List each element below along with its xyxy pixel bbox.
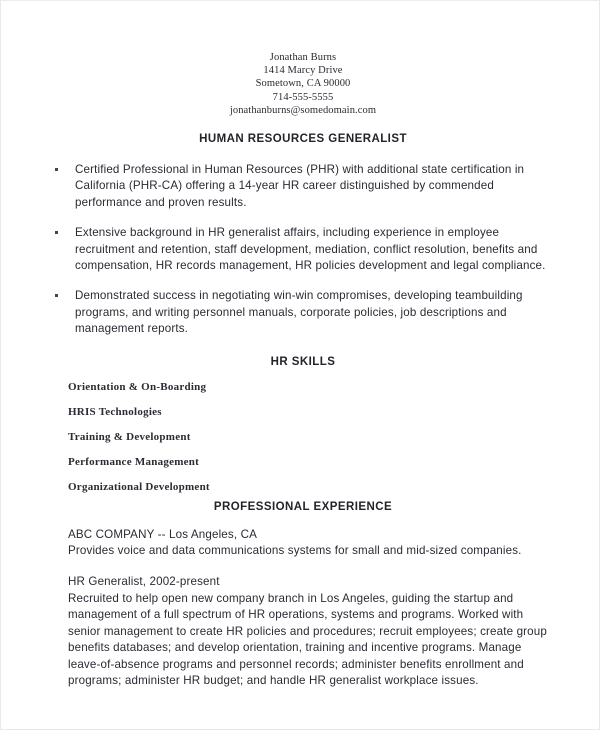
bullet-dot-icon: [55, 231, 58, 234]
skill-item: Organizational Development: [68, 480, 210, 493]
contact-city-state-zip: Sometown, CA 90000: [255, 78, 351, 90]
contact-phone: 714-555-5555: [272, 91, 334, 103]
summary-bullet-text: Extensive background in HR generalist affairs, including experience in employee recruitment and retention, staff development, mediation, conflict resolution, benefits and compensation, HR records management, HR policies development and legal compliance.: [75, 226, 546, 273]
section-heading-hr-skills: HR SKILLS: [270, 355, 336, 368]
summary-bullet-text: Certified Professional in Human Resources (PHR) with additional state certification in California (PHR-CA) offering a 14-year HR career distinguished by commended performance and proven results.: [75, 163, 525, 209]
company-name-line: ABC COMPANY -- Los Angeles, CA: [68, 527, 257, 541]
skill-item: Training & Development: [68, 430, 191, 443]
summary-bullet-list: [53, 162, 553, 338]
bullet-dot-icon: [55, 294, 58, 297]
summary-bullet: [53, 225, 553, 274]
resume-headline: HUMAN RESOURCES GENERALIST: [199, 133, 407, 146]
document-body: [1, 1, 599, 729]
experience-entry-company: [53, 527, 553, 560]
company-description: Provides voice and data communications systems for small and mid-sized companies.: [68, 544, 522, 558]
summary-bullet-text: Demonstrated success in negotiating win-win compromises, developing teambuilding programs, and writing personnel manuals, corporate policies, job descriptions and management reports.: [75, 289, 523, 336]
hr-skills-list: [53, 381, 553, 493]
contact-address: 1414 Marcy Drive: [263, 65, 343, 77]
contact-header: [53, 51, 553, 117]
section-heading-professional-experience: PROFESSIONAL EXPERIENCE: [213, 500, 393, 513]
contact-email: jonathanburns@somedomain.com: [229, 104, 377, 116]
candidate-name: Jonathan Burns: [269, 52, 337, 63]
experience-entry-role: [53, 574, 553, 689]
role-description: Recruited to help open new company branch in Los Angeles, guiding the startup and management of a full spectrum of HR operations, systems and programs. Worked with senior management to create HR policies and procedures; recruit employees; create group benefits databases; and develop orientation, training and incentive programs. Manage leave-of-absence programs and personnel records; administer benefits enrollment and programs; administer HR budget; and handle HR generalist workplace issues.: [68, 591, 547, 687]
summary-bullet: [53, 162, 553, 211]
skill-item: Performance Management: [68, 455, 200, 468]
summary-bullet: [53, 288, 553, 337]
skill-item: Orientation & On-Boarding: [68, 380, 207, 393]
skill-item: HRIS Technologies: [68, 405, 162, 418]
bullet-dot-icon: [55, 168, 58, 171]
role-title-line: HR Generalist, 2002-present: [68, 575, 220, 589]
